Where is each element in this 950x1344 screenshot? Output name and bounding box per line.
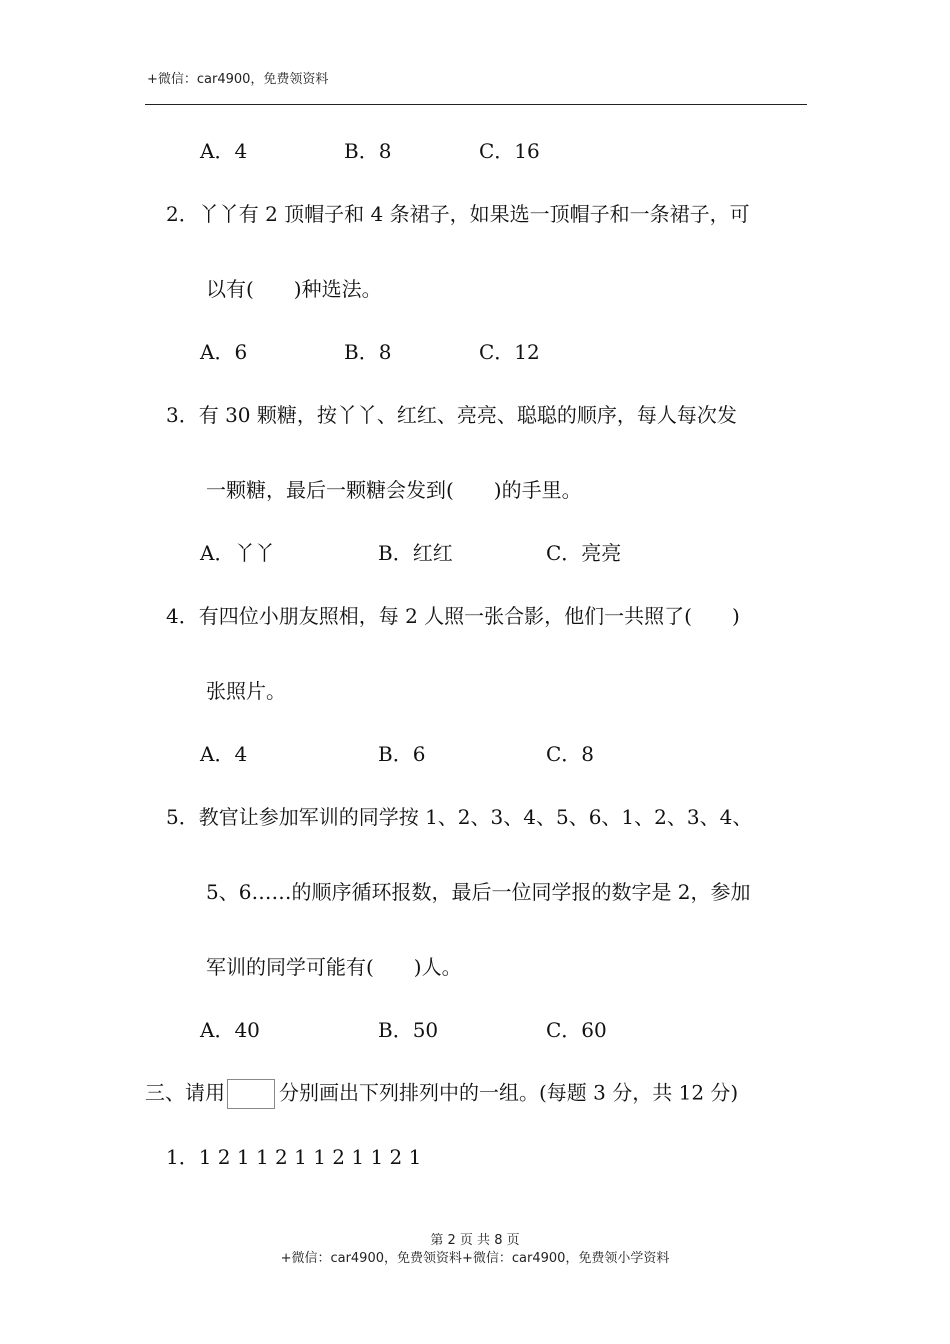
drawing-box — [227, 1079, 275, 1109]
header-watermark: +微信：car4900，免费领资料 — [147, 72, 329, 87]
q3-line2: 一颗糖，最后一颗糖会发到( )的手里。 — [206, 478, 582, 502]
q5-option-b: B．50 — [378, 1018, 439, 1042]
q1-option-c: C．16 — [479, 139, 540, 163]
q3-option-c: C．亮亮 — [546, 541, 622, 565]
footer-watermark: +微信：car4900，免费领资料+微信：car4900，免费领小学资料 — [280, 1251, 670, 1266]
page-number: 第 2 页 共 8 页 — [430, 1233, 520, 1248]
q2-option-b: B．8 — [344, 340, 392, 364]
header-divider — [145, 104, 807, 105]
q1-option-a: A．4 — [200, 139, 248, 163]
q3-option-b: B．红红 — [378, 541, 453, 565]
q5-option-a: A．40 — [200, 1018, 260, 1042]
q5-line3: 军训的同学可能有( )人。 — [206, 955, 462, 979]
section3-title-post: 分别画出下列排列中的一组。(每题 3 分，共 12 分) — [279, 1080, 739, 1105]
q2-option-a: A．6 — [200, 340, 248, 364]
q4-line2: 张照片。 — [206, 679, 286, 703]
section3-title-pre: 三、请用 — [145, 1080, 225, 1105]
q3-line1: 3．有 30 颗糖，按丫丫、红红、亮亮、聪聪的顺序，每人每次发 — [166, 403, 737, 427]
q2-line2: 以有( )种选法。 — [206, 277, 382, 301]
q5-option-c: C．60 — [546, 1018, 607, 1042]
section3-item1: 1．1 2 1 1 2 1 1 2 1 1 2 1 — [166, 1145, 422, 1169]
q3-option-a: A．丫丫 — [200, 541, 275, 565]
q5-line2: 5、6……的顺序循环报数，最后一位同学报的数字是 2，参加 — [206, 880, 751, 904]
section3-title — [145, 1079, 738, 1109]
q2-line1: 2．丫丫有 2 顶帽子和 4 条裙子，如果选一顶帽子和一条裙子，可 — [166, 202, 750, 226]
q5-line1: 5．教官让参加军训的同学按 1、2、3、4、5、6、1、2、3、4、 — [166, 805, 753, 829]
q2-option-c: C．12 — [479, 340, 540, 364]
q1-option-b: B．8 — [344, 139, 392, 163]
q4-option-c: C．8 — [546, 742, 595, 766]
q4-option-a: A．4 — [200, 742, 248, 766]
q4-line1: 4．有四位小朋友照相，每 2 人照一张合影，他们一共照了( ) — [166, 604, 740, 628]
q4-option-b: B．6 — [378, 742, 426, 766]
